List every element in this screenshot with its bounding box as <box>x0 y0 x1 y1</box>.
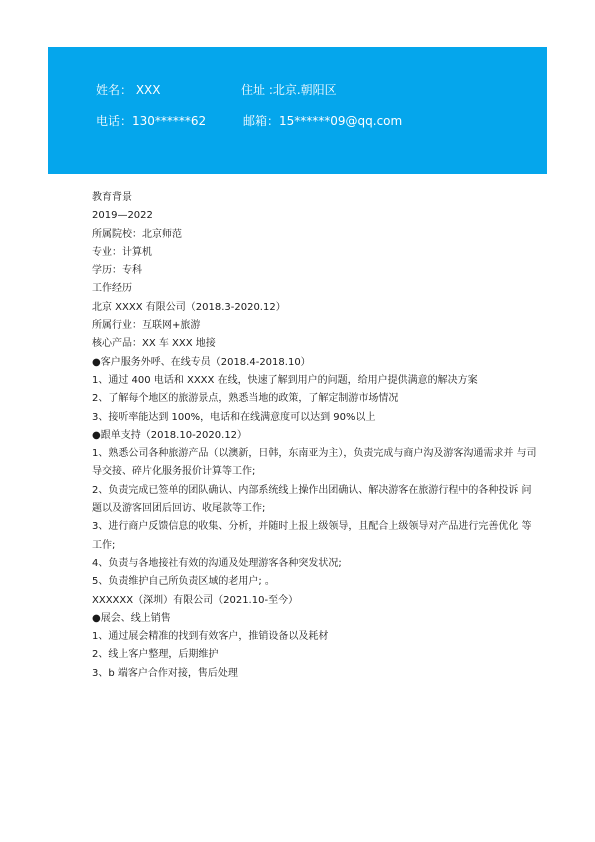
job1-role1-item3: 3、接听率能达到 100%，电话和在线满意度可以达到 90%以上 <box>92 411 376 423</box>
email-field: 邮箱：15******09@qq.com <box>243 114 403 128</box>
resume-body <box>92 189 540 683</box>
job1-role1-item2: 2、了解每个地区的旅游景点，熟悉当地的政策，了解定制游市场情况 <box>92 393 399 405</box>
edu-major: 专业：计算机 <box>92 246 152 258</box>
contact-header <box>48 47 547 174</box>
job2-role1: ●展会、线上销售 <box>92 612 171 624</box>
job1-role2-item4: 4、负责与各地接社有效的沟通及处理游客各种突发状况; <box>92 557 342 569</box>
job1-role2-item5: 5、负责维护自己所负责区域的老用户; 。 <box>92 576 275 588</box>
edu-title: 教育背景 <box>92 192 132 203</box>
edu-degree: 学历：专科 <box>92 265 142 277</box>
job2-company: XXXXXX（深圳）有限公司（2021.10-至今） <box>92 594 299 606</box>
job1-role1-item1: 1、通过 400 电话和 XXXX 在线，快速了解到用户的问题，给用户提供满意的解决方案 <box>92 374 478 386</box>
job2-role1-item2: 2、线上客户整理，后期维护 <box>92 649 219 661</box>
work-title: 工作经历 <box>92 283 132 295</box>
job1-role2-item1: 1、熟悉公司各种旅游产品（以澳新，日韩，东南亚为主），负责完成与商户沟及游客沟通需求并 与司导交接、碎片化服务报价计算等工作; <box>92 448 537 478</box>
phone-field: 电话：130******62 <box>96 114 207 128</box>
job1-role2-item3: 3、进行商户反馈信息的收集、分析，并随时上报上级领导，且配合上级领导对产品进行完善优化 等工作; <box>92 521 532 551</box>
job1-product: 核心产品：XX 车 XXX 地接 <box>92 338 216 350</box>
job1-role2: ●跟单支持（2018.10-2020.12） <box>92 429 248 441</box>
job2-role1-item1: 1、通过展会精准的找到有效客户，推销设备以及耗材 <box>92 631 329 643</box>
job1-role2-item2: 2、负责完成已签单的团队确认、内部系统线上操作出团确认、解决游客在旅游行程中的各种投诉 问题以及游客回团后回访、收尾款等工作; <box>92 484 532 515</box>
edu-school: 所属院校：北京师范 <box>92 228 182 240</box>
name-field: 姓名： XXX <box>96 83 161 97</box>
edu-period: 2019—2022 <box>92 210 153 222</box>
job1-company: 北京 XXXX 有限公司（2018.3-2020.12） <box>92 301 286 313</box>
job2-role1-item3: 3、b 端客户合作对接，售后处理 <box>92 667 238 679</box>
address-field: 住址 :北京.朝阳区 <box>241 83 337 97</box>
job1-industry: 所属行业：互联网+旅游 <box>92 320 201 332</box>
job1-role1: ●客户服务外呼、在线专员（2018.4-2018.10） <box>92 356 311 368</box>
